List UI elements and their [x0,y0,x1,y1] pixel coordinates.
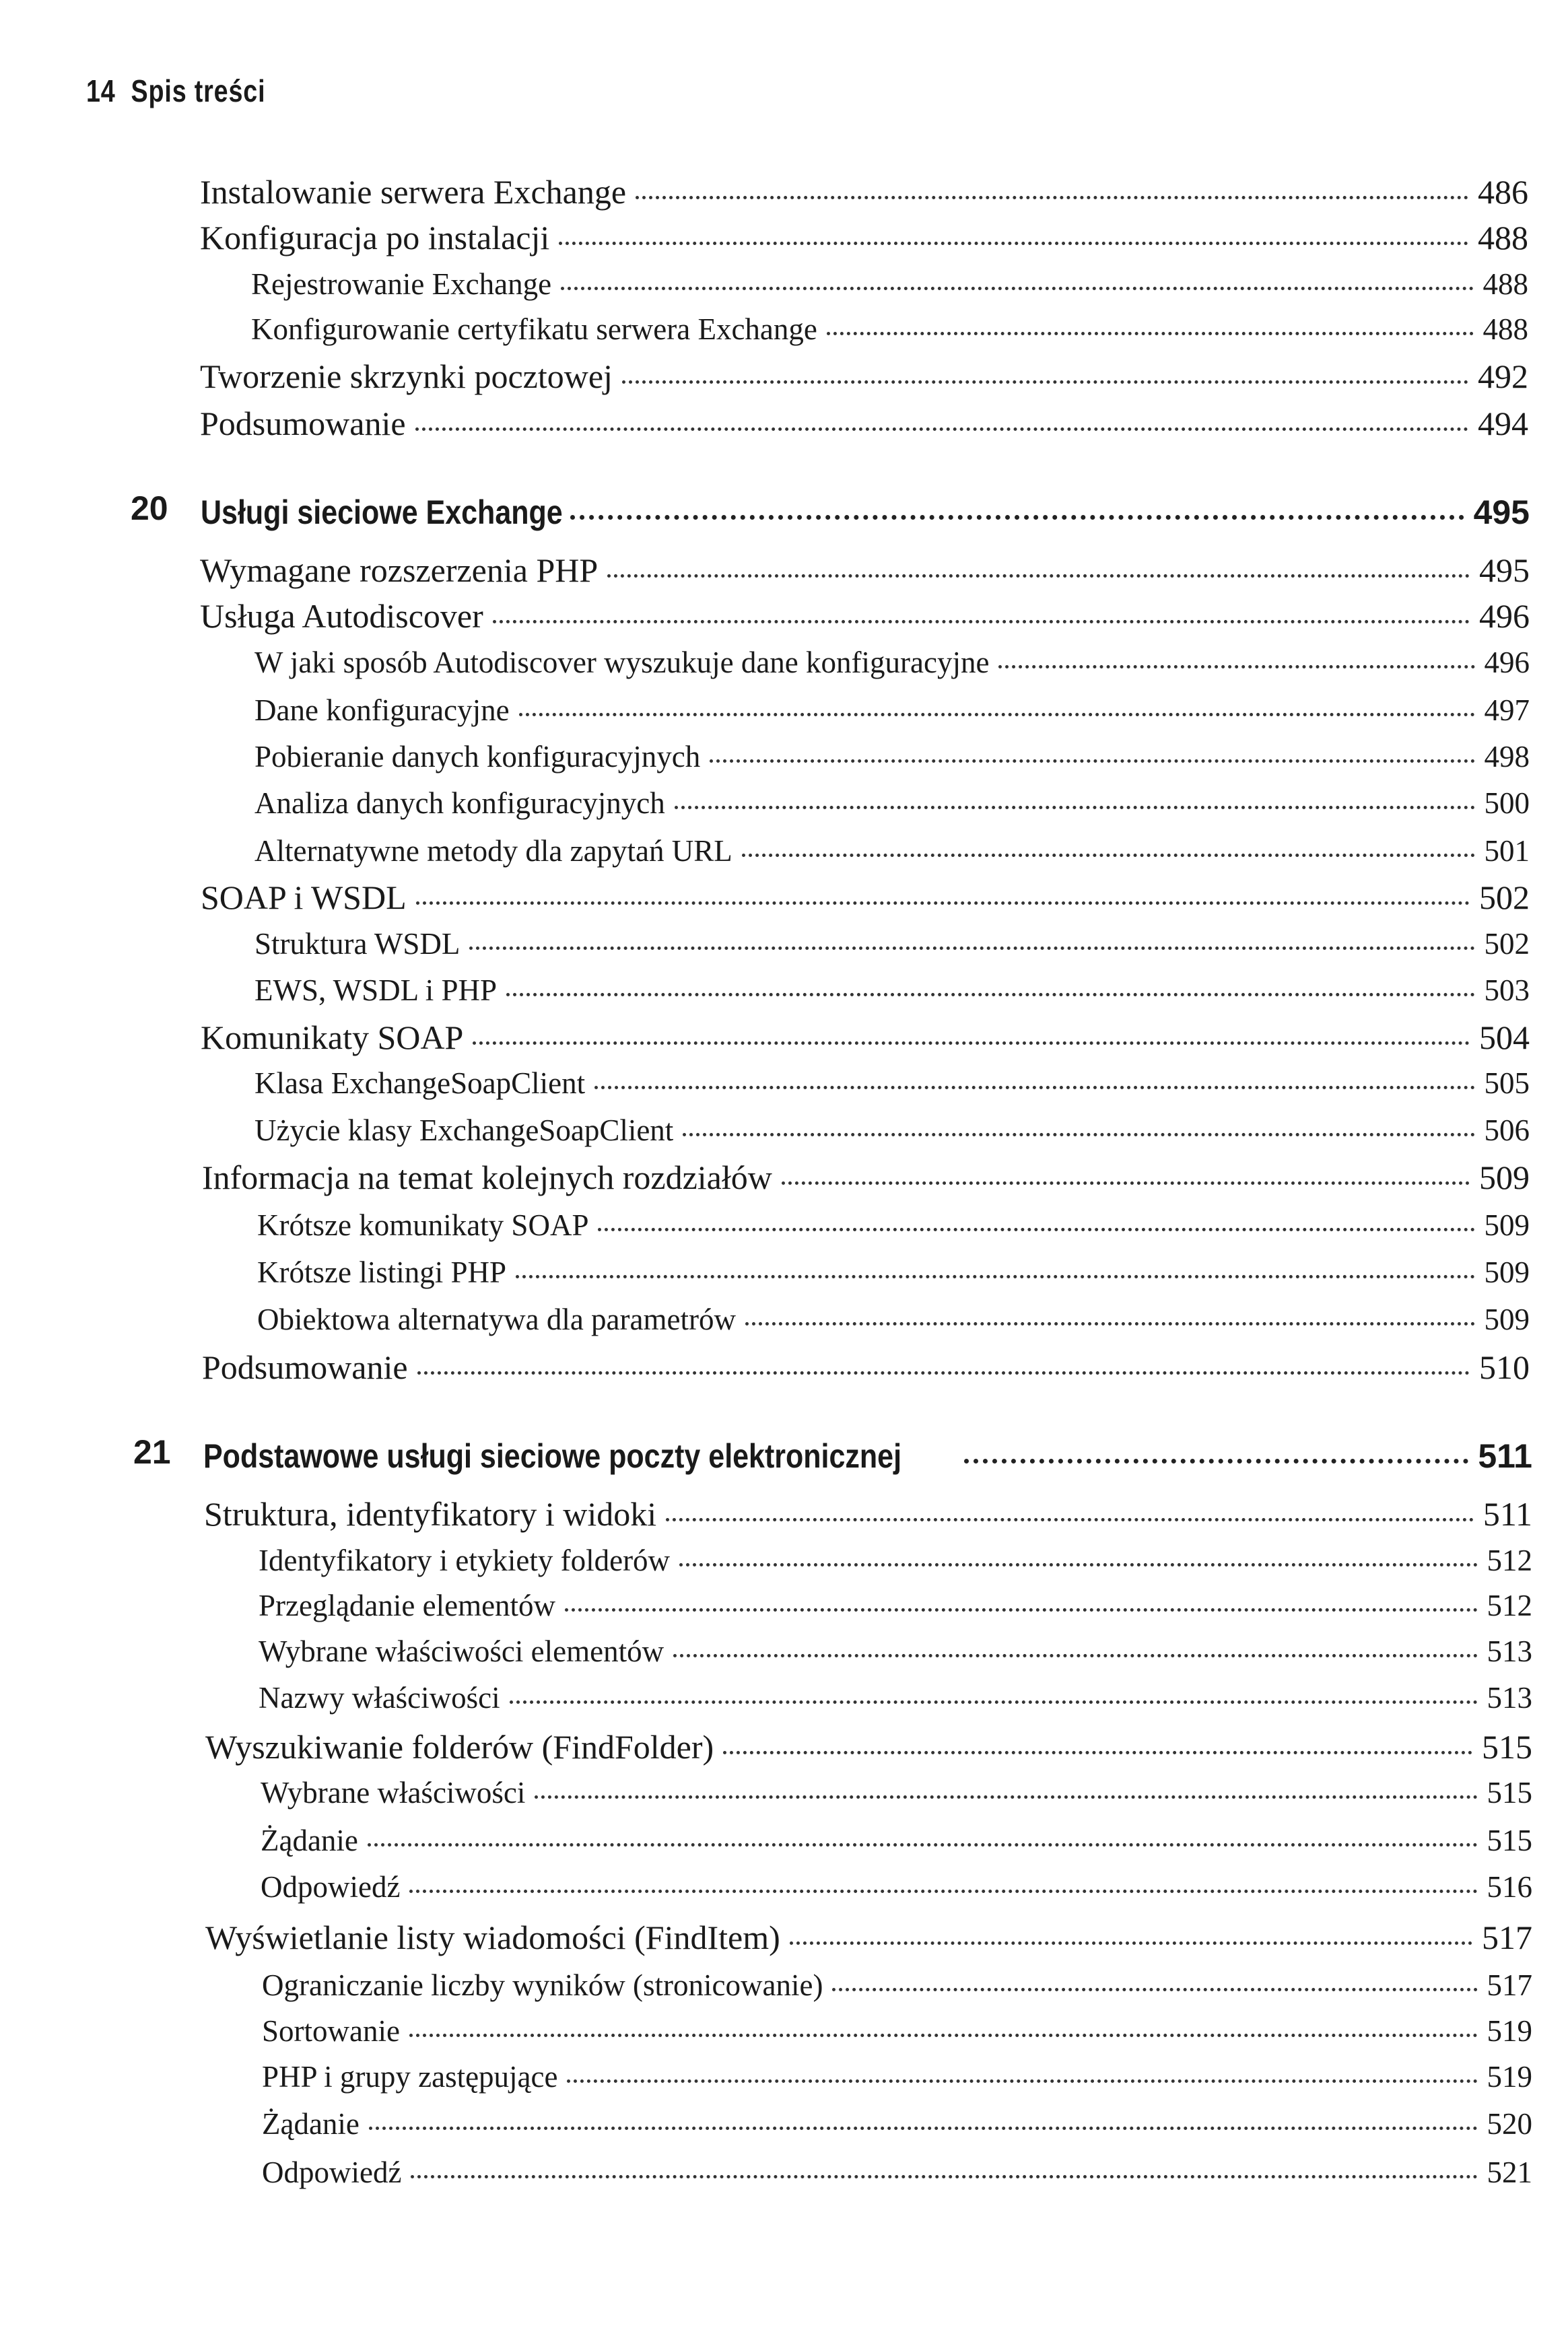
toc-entry-title: Użycie klasy ExchangeSoapClient [254,1113,674,1147]
dot-leader [666,1488,1474,1521]
toc-entry-title: Komunikaty SOAP [201,1019,464,1056]
running-title: Spis treści [131,73,266,108]
dot-leader [519,685,1475,716]
toc-entry-page: 505 [1484,1066,1530,1100]
toc-subentry [254,782,1530,821]
toc-entry-page: 513 [1487,1680,1532,1715]
toc-entry-page: 513 [1487,1634,1532,1668]
toc-entry [205,1915,1532,1957]
toc-entry-page: 504 [1479,1019,1530,1056]
dot-leader [469,919,1474,950]
dot-leader [567,2052,1477,2083]
toc-entry-title: SOAP i WSDL [201,879,407,916]
dot-leader [561,259,1473,290]
dot-leader [622,350,1468,384]
toc-entry-page: 512 [1487,1588,1532,1622]
toc-entry-title: Obiektowa alternatywa dla parametrów [257,1302,736,1336]
toc-entry-title: W jaki sposób Autodiscover wyszukuje dane konfiguracyjne [254,645,990,679]
toc-entry-title: Podsumowanie [202,1348,408,1386]
toc-subentry [254,642,1530,680]
dot-leader [594,1058,1474,1089]
toc-entry-title: Żądanie [262,2106,360,2141]
dot-leader [832,1960,1477,1991]
toc-entry-title: Wyświetlanie listy wiadomości (FindItem) [205,1919,780,1956]
toc-entry-page: 519 [1487,2059,1532,2094]
toc-entry-page: 509 [1484,1302,1530,1336]
toc-entry-title: Struktura WSDL [254,926,461,961]
dot-leader [409,1862,1477,1893]
toc-subentry [261,1772,1532,1810]
toc-subentry [261,1820,1532,1858]
dot-leader [368,1816,1478,1847]
chapter-number: 20 [131,489,168,527]
toc-entry-page: 500 [1484,786,1530,820]
toc-subentry [254,689,1530,728]
dot-leader [493,590,1470,623]
toc-entry-page: 503 [1484,973,1530,1007]
toc-entry-page: 515 [1487,1775,1532,1810]
dot-leader [535,1768,1477,1799]
toc-entry-page: 510 [1479,1348,1530,1386]
dot-leader [510,1673,1478,1704]
toc-subentry [262,2056,1532,2094]
toc-entry-page: 488 [1482,312,1528,346]
toc-subentry [254,1062,1530,1101]
page-number: 14 [86,73,116,108]
toc-entry [201,1015,1530,1057]
chapter-title: Usługi sieciowe Exchange [201,493,563,531]
toc-entry-page: 521 [1487,2155,1532,2189]
toc-subentry [254,830,1530,868]
toc-entry-page: 488 [1478,219,1528,256]
toc-subentry [262,1964,1532,2003]
toc-chapter [131,489,1530,532]
dot-leader [415,397,1468,431]
toc-entry-title: Odpowiedź [261,1869,401,1904]
dot-leader [964,1428,1468,1463]
dot-leader [409,2006,1478,2037]
dot-leader [683,1105,1474,1136]
dot-leader [565,1581,1477,1612]
toc-entry-page: 497 [1484,693,1530,727]
dot-leader [411,2147,1477,2178]
toc-entry-title: Instalowanie serwera Exchange [200,173,627,211]
dot-leader [742,826,1475,857]
toc-chapter [133,1433,1532,1476]
dot-leader [675,778,1475,809]
toc-entry-title: Informacja na temat kolejnych rozdziałów [202,1159,772,1196]
dot-leader [570,485,1464,520]
toc-entry-title: Analiza danych konfiguracyjnych [254,786,665,820]
toc-entry-page: 495 [1479,551,1530,589]
chapter-title: Podstawowe usługi sieciowe poczty elektronicznej [203,1437,902,1475]
toc-entry-page: 501 [1484,833,1530,868]
toc-subentry [257,1299,1530,1337]
dot-leader [827,304,1474,335]
toc-subentry [251,308,1528,347]
toc-entry-page: 509 [1484,1255,1530,1289]
toc-entry [204,1492,1532,1534]
toc-entry-title: Wybrane właściwości elementów [259,1634,664,1668]
toc-entry-page: 492 [1478,357,1528,395]
toc-entry-page: 498 [1484,739,1530,773]
toc-entry [200,215,1528,257]
toc-entry [205,1725,1532,1766]
toc-entry-title: Podsumowanie [200,405,406,442]
chapter-page: 495 [1473,493,1530,531]
toc-entry-page: 502 [1484,926,1530,961]
toc-entry-title: Rejestrowanie Exchange [251,267,552,301]
dot-leader [673,1626,1477,1657]
dot-leader [998,638,1474,668]
chapter-number: 21 [133,1433,171,1471]
toc-subentry [254,923,1530,961]
toc-entry-page: 496 [1479,597,1530,635]
dot-leader [516,1247,1474,1278]
toc-subentry [257,1251,1530,1290]
toc-entry-page: 517 [1482,1919,1532,1956]
toc-entry [201,875,1530,917]
toc-entry [200,354,1528,396]
dot-leader [723,1721,1472,1754]
toc-entry-title: Tworzenie skrzynki pocztowej [200,357,613,395]
toc-subentry [254,736,1530,774]
toc-entry-title: Konfigurowanie certyfikatu serwera Exchange [251,312,817,346]
toc-entry-page: 509 [1484,1208,1530,1242]
toc-entry-title: Identyfikatory i etykiety folderów [259,1543,671,1577]
toc-entry-page: 515 [1482,1728,1532,1766]
dot-leader [598,1200,1474,1231]
dot-leader [473,1011,1470,1045]
toc-entry-title: Krótsze listingi PHP [257,1255,507,1289]
dot-leader [607,544,1470,578]
toc-entry-page: 488 [1482,267,1528,301]
toc-entry-page: 486 [1478,173,1528,211]
dot-leader [416,871,1470,905]
toc-entry-title: Żądanie [261,1823,358,1857]
dot-leader [506,965,1474,996]
toc-entry-title: EWS, WSDL i PHP [254,973,498,1007]
toc-entry-title: PHP i grupy zastępujące [262,2059,558,2094]
toc-entry-title: Usługa Autodiscover [200,597,483,635]
toc-entry-page: 511 [1482,1495,1532,1533]
dot-leader [745,1295,1475,1325]
toc-subentry [251,263,1528,302]
toc-entry [200,401,1528,443]
toc-entry-title: Ograniczanie liczby wyników (stronicowanie) [262,1968,823,2002]
toc-subentry [254,969,1530,1008]
dot-leader [369,2099,1478,2130]
toc-entry-title: Alternatywne metody dla zapytań URL [254,833,732,868]
toc-entry-title: Konfiguracja po instalacji [200,219,550,256]
toc-subentry [259,1677,1532,1715]
toc-entry [200,170,1528,211]
toc-subentry [254,1109,1530,1148]
dot-leader [679,1536,1477,1566]
toc-entry-page: 520 [1487,2106,1532,2141]
toc-entry-page: 494 [1478,405,1528,442]
dot-leader [636,166,1468,199]
toc-subentry [262,2151,1532,2190]
toc-entry-title: Dane konfiguracyjne [254,693,510,727]
toc-entry-title: Pobieranie danych konfiguracyjnych [254,739,701,773]
toc-entry-page: 516 [1487,1869,1532,1904]
toc-entry-page: 506 [1484,1113,1530,1147]
toc-entry-page: 502 [1479,879,1530,916]
toc-entry-page: 496 [1484,645,1530,679]
toc-subentry [262,2103,1532,2141]
toc-entry-title: Krótsze komunikaty SOAP [257,1208,589,1242]
dot-leader [710,732,1474,763]
toc-entry-title: Nazwy właściwości [259,1680,500,1715]
toc-entry [202,1345,1530,1387]
dot-leader [417,1341,1470,1375]
dot-leader [782,1151,1470,1185]
toc-subentry [262,2010,1532,2048]
toc-subentry [259,1585,1532,1623]
dot-leader [559,211,1468,245]
toc-entry-title: Wyszukiwanie folderów (FindFolder) [205,1728,714,1766]
toc-entry-title: Klasa ExchangeSoapClient [254,1066,586,1100]
toc-entry-title: Wymagane rozszerzenia PHP [200,551,599,589]
toc-entry-title: Odpowiedź [262,2155,402,2189]
toc-subentry [259,1540,1532,1578]
toc-subentry [261,1866,1532,1904]
toc-subentry [259,1630,1532,1669]
toc-entry-title: Struktura, identyfikatory i widoki [204,1495,657,1533]
toc-entry [200,548,1530,590]
toc-entry-page: 519 [1487,2013,1532,2048]
toc-entry-page: 515 [1487,1823,1532,1857]
toc-entry [202,1155,1530,1197]
toc-entry-page: 517 [1487,1968,1532,2002]
toc-entry-page: 512 [1487,1543,1532,1577]
toc-subentry [257,1204,1530,1243]
chapter-page: 511 [1478,1437,1532,1475]
toc-entry-title: Sortowanie [262,2013,400,2048]
toc-entry-page: 509 [1479,1159,1530,1196]
toc-entry-title: Wybrane właściwości [261,1775,526,1810]
toc-entry-title: Przeglądanie elementów [259,1588,556,1622]
dot-leader [790,1911,1472,1945]
toc-entry [200,594,1530,635]
